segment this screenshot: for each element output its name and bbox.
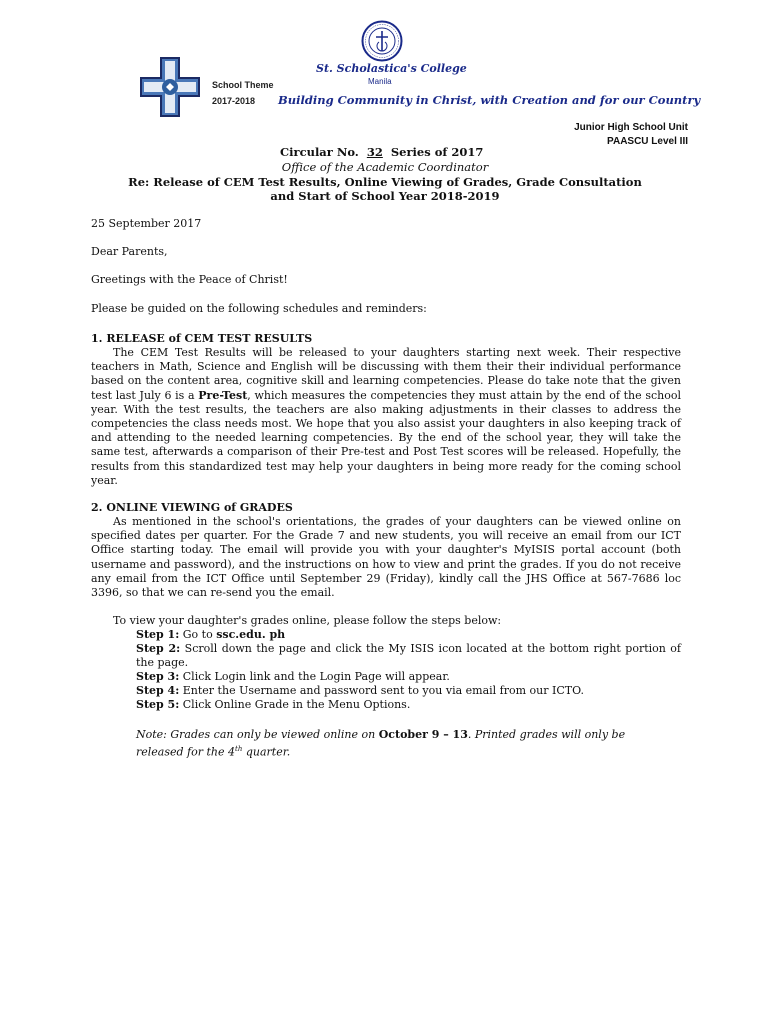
step-2: Step 2: Scroll down the page and click the My ISIS icon located at the bottom right portion of the page.	[136, 642, 682, 670]
steps-intro: To view your daughter's grades online, please follow the steps below:	[113, 614, 502, 627]
accreditation-level: PAASCU Level III	[607, 136, 688, 147]
letter-date: 25 September 2017	[91, 217, 202, 230]
pre-test-term: Pre-Test	[198, 388, 248, 402]
unit-name: Junior High School Unit	[574, 122, 688, 133]
college-name: St. Scholastica's College	[316, 62, 467, 75]
section2-body: As mentioned in the school's orientations, the grades of your daughters can be viewed online on specified dates per quarter. For the Grade 7 and new students, you will receive an email from our ICT Office starting today. The email will provide you with your daughter's MyISIS portal account (both username and password), and the instructions on how to view and print the grades. If you do not receive any email from the ICT Office until September 29 (Friday), kindly call the JHS Office at 567-7686 loc 3396, so that we can re-send you the email.	[91, 515, 681, 600]
step-4: Step 4: Enter the Username and password sent to you via email from our ICTO.	[136, 684, 584, 697]
section2-heading: 2. ONLINE VIEWING of GRADES	[91, 501, 293, 514]
greeting: Greetings with the Peace of Christ!	[91, 273, 288, 286]
college-seal-icon	[361, 20, 403, 62]
school-year: 2017-2018	[212, 96, 256, 106]
intro-line: Please be guided on the following schedules and reminders:	[91, 302, 427, 315]
grades-note: Note: Grades can only be viewed online on October 9 – 13. Printed grades will only be released for the 4th quarter.	[136, 728, 626, 759]
school-motto: Building Community in Christ, with Creation and for our Country	[278, 93, 701, 107]
section1-heading: 1. RELEASE of CEM TEST RESULTS	[91, 332, 313, 345]
salutation: Dear Parents,	[91, 245, 168, 258]
section1-body: The CEM Test Results will be released to your daughters starting next week. Their respective teachers in Math, Science and English will be discussing with them their their individual performance based on the content area, cognitive skill and learning competencies. Please do take note that the given test last July 6 is a Pre-Test, which measures the competencies they must attain by the end of the school year. With the test results, the teachers are also making adjustments in their classes to address the competencies the class needs most. We hope that you also assist your daughters in also keeping track of and attending to the needed learning competencies. By the end of the school year, they will take the same test, afterwards a comparison of their Pre-test and Post Test scores will be released. Hopefully, the results from this standardized test may help your daughters in being more ready for the coming school year.	[91, 346, 681, 487]
step-3: Step 3: Click Login link and the Login Page will appear.	[136, 670, 450, 683]
school-theme-label: School Theme	[212, 80, 274, 90]
circular-number-value: 32	[366, 145, 383, 159]
website-link[interactable]: ssc.edu. ph	[216, 628, 286, 641]
office-name: Office of the Academic Coordinator	[281, 160, 489, 174]
circular-number: Circular No. 32 Series of 2017	[280, 145, 484, 159]
subject-line-2: and Start of School Year 2018-2019	[270, 189, 500, 203]
step-1: Step 1: Go to ssc.edu. ph	[136, 628, 286, 641]
step-5: Step 5: Click Online Grade in the Menu Options.	[136, 698, 411, 711]
subject-line-1: Re: Release of CEM Test Results, Online Viewing of Grades, Grade Consultation	[128, 175, 642, 189]
school-cross-logo	[138, 55, 202, 119]
college-city: Manila	[368, 77, 392, 86]
